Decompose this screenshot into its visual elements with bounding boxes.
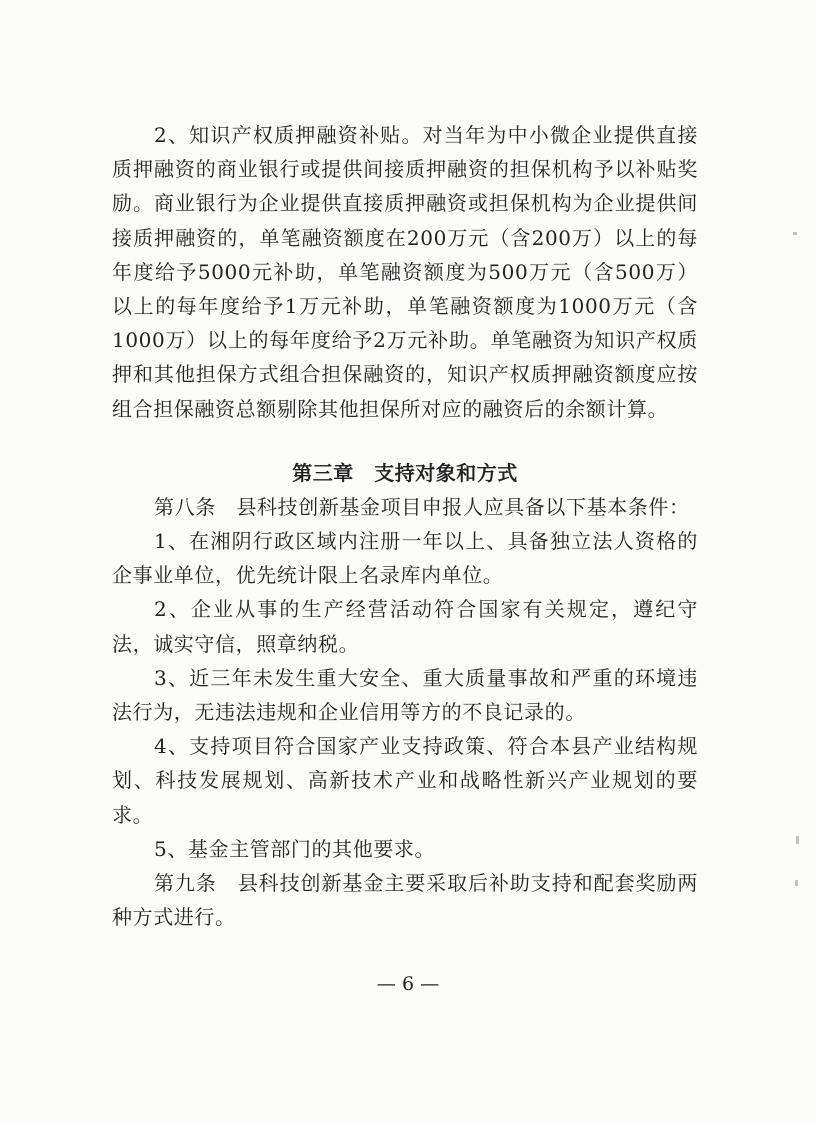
scan-artifact-mark	[795, 880, 798, 886]
section-spacer	[112, 426, 698, 456]
page-body	[112, 118, 698, 934]
paragraph-condition-3: 3、近三年未发生重大安全、重大质量事故和严重的环境违法行为，无违法违规和企业信用等方的不良记录的。	[112, 665, 698, 725]
paragraph-condition-4: 4、支持项目符合国家产业支持政策、符合本县产业结构规划、科技发展规划、高新技术产业和战略性新兴产业规划的要求。	[112, 734, 698, 827]
paragraph-article-9: 第九条 县科技创新基金主要采取后补助支持和配套奖励两种方式进行。	[112, 871, 698, 930]
paragraph-condition-2: 2、企业从事的生产经营活动符合国家有关规定，遵纪守法，诚实守信，照章纳税。	[112, 597, 698, 656]
scan-artifact-mark	[793, 232, 797, 235]
paragraph-article-8: 第八条 县科技创新基金项目申报人应具备以下基本条件：	[154, 494, 690, 519]
scan-artifact-mark	[796, 836, 799, 844]
paragraph-condition-1: 1、在湘阴行政区域内注册一年以上、具备独立法人资格的企事业单位，优先统计限上名录库内单位。	[112, 529, 698, 588]
page-number: — 6 —	[376, 973, 440, 995]
chapter-title: 第三章 支持对象和方式	[292, 460, 518, 485]
paragraph-condition-5: 5、基金主管部门的其他要求。	[154, 836, 436, 861]
paragraph-ip-pledge-subsidy: 2、知识产权质押融资补贴。对当年为中小微企业提供直接质押融资的商业银行或提供间接质押融资的担保机构予以补贴奖励。商业银行为企业提供直接质押融资或担保机构为企业提供间接质押融资的，单笔融资额度在200万元（含200万）以上的每年度给予5000元补助，单笔融资额度为500万元（含500万）以上的每年度给予1万元补助，单笔融资额度为1000万元（含1000万）以上的每年度给予2万元补助。单笔融资为知识产权质押和其他担保方式组合担保融资的，知识产权质押融资额度应按组合担保融资总额剔除其他担保所对应的融资后的余额计算。	[112, 123, 698, 421]
